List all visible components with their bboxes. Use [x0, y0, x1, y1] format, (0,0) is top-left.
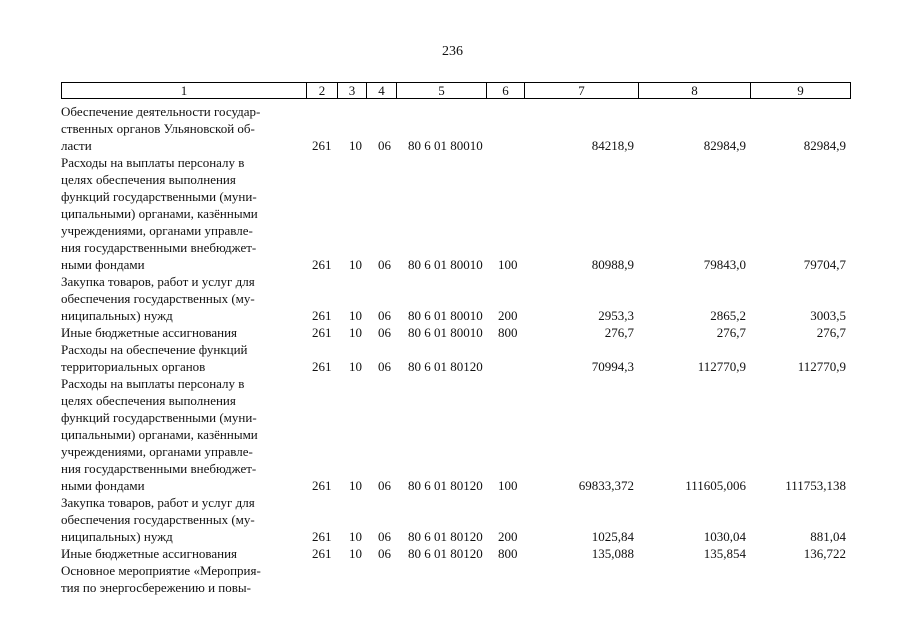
cell-amount-col7: 135,088 — [591, 546, 634, 561]
row-values — [61, 137, 851, 154]
row-values — [61, 477, 851, 494]
cell-amount-col9: 79704,7 — [803, 257, 846, 272]
cell-subsection: 06 — [378, 359, 391, 374]
page-number: 236 — [442, 44, 463, 59]
cell-subsection: 06 — [378, 529, 391, 544]
row-description: Обеспечение деятельности государ- ственных органов Ульяновской об- ласти — [61, 104, 261, 153]
cell-amount-col7: 276,7 — [604, 325, 634, 340]
column-header-3: 3 — [338, 83, 367, 99]
column-header-2: 2 — [307, 83, 338, 99]
column-header-9: 9 — [751, 83, 851, 99]
cell-amount-col8: 82984,9 — [703, 138, 746, 153]
cell-expense-type: 800 — [498, 325, 518, 340]
cell-amount-col9: 136,722 — [803, 546, 846, 561]
column-header-8: 8 — [639, 83, 751, 99]
table-row — [61, 324, 851, 341]
cell-expense-type: 100 — [498, 478, 518, 493]
cell-ministry: 261 — [312, 529, 332, 544]
cell-target-article: 80 6 01 80010 — [408, 257, 483, 272]
row-description: Расходы на выплаты персоналу в целях обеспечения выполнения функций государственными (муни- ципальными) органами, казёнными учреждениями, органами управле- ния государственными внебюджет- ными фондами — [61, 155, 258, 272]
cell-amount-col7: 70994,3 — [591, 359, 634, 374]
cell-amount-col7: 1025,84 — [591, 529, 634, 544]
row-description: Расходы на обеспечение функций территориальных органов — [61, 342, 248, 374]
cell-ministry: 261 — [312, 359, 332, 374]
cell-ministry: 261 — [312, 138, 332, 153]
cell-section: 10 — [349, 325, 362, 340]
cell-amount-col7: 80988,9 — [591, 257, 634, 272]
cell-amount-col7: 84218,9 — [591, 138, 634, 153]
table-row — [61, 154, 851, 273]
cell-target-article: 80 6 01 80120 — [408, 529, 483, 544]
cell-amount-col9: 276,7 — [816, 325, 846, 340]
cell-target-article: 80 6 01 80120 — [408, 546, 483, 561]
cell-section: 10 — [349, 546, 362, 561]
cell-section: 10 — [349, 359, 362, 374]
cell-amount-col8: 112770,9 — [697, 359, 746, 374]
row-values — [61, 324, 851, 341]
cell-amount-col9: 3003,5 — [810, 308, 846, 323]
row-description: Закупка товаров, работ и услуг для обеспечения государственных (му- ниципальных) нужд — [61, 495, 255, 544]
cell-ministry: 261 — [312, 308, 332, 323]
cell-amount-col9: 111753,138 — [785, 478, 846, 493]
row-description: Основное мероприятие «Мероприя- тия по энергосбережению и повы- — [61, 563, 261, 595]
cell-ministry: 261 — [312, 257, 332, 272]
row-description: Расходы на выплаты персоналу в целях обеспечения выполнения функций государственными (муни- ципальными) органами, казёнными учреждениями, органами управле- ния государственными внебюджет- ными фондами — [61, 376, 258, 493]
column-header-6: 6 — [487, 83, 525, 99]
column-header-7: 7 — [525, 83, 639, 99]
cell-section: 10 — [349, 478, 362, 493]
table-row — [61, 273, 851, 324]
cell-ministry: 261 — [312, 478, 332, 493]
cell-target-article: 80 6 01 80010 — [408, 138, 483, 153]
cell-ministry: 261 — [312, 546, 332, 561]
column-header-4: 4 — [367, 83, 397, 99]
table-row — [61, 375, 851, 494]
row-values — [61, 545, 851, 562]
cell-amount-col7: 2953,3 — [598, 308, 634, 323]
cell-ministry: 261 — [312, 325, 332, 340]
cell-amount-col9: 881,04 — [810, 529, 846, 544]
table-body — [61, 103, 851, 596]
cell-expense-type: 200 — [498, 529, 518, 544]
cell-target-article: 80 6 01 80010 — [408, 325, 483, 340]
cell-section: 10 — [349, 257, 362, 272]
column-header-5: 5 — [397, 83, 487, 99]
cell-amount-col8: 276,7 — [716, 325, 746, 340]
cell-subsection: 06 — [378, 138, 391, 153]
table-row — [61, 545, 851, 562]
row-values — [61, 358, 851, 375]
row-description: Иные бюджетные ассигнования — [61, 325, 238, 340]
cell-subsection: 06 — [378, 308, 391, 323]
cell-section: 10 — [349, 529, 362, 544]
row-description: Закупка товаров, работ и услуг для обеспечения государственных (му- ниципальных) нужд — [61, 274, 255, 323]
table-row — [61, 562, 851, 596]
cell-expense-type: 800 — [498, 546, 518, 561]
cell-amount-col9: 112770,9 — [797, 359, 846, 374]
cell-section: 10 — [349, 308, 362, 323]
cell-target-article: 80 6 01 80010 — [408, 308, 483, 323]
cell-subsection: 06 — [378, 478, 391, 493]
row-values — [61, 528, 851, 545]
cell-expense-type: 200 — [498, 308, 518, 323]
cell-amount-col7: 69833,372 — [578, 478, 634, 493]
cell-amount-col8: 111605,006 — [685, 478, 746, 493]
cell-expense-type: 100 — [498, 257, 518, 272]
cell-subsection: 06 — [378, 325, 391, 340]
cell-section: 10 — [349, 138, 362, 153]
cell-amount-col8: 135,854 — [703, 546, 746, 561]
table-row — [61, 494, 851, 545]
cell-target-article: 80 6 01 80120 — [408, 359, 483, 374]
column-header-table — [61, 82, 851, 99]
cell-subsection: 06 — [378, 546, 391, 561]
cell-subsection: 06 — [378, 257, 391, 272]
cell-amount-col9: 82984,9 — [803, 138, 846, 153]
table-row — [61, 341, 851, 375]
cell-amount-col8: 1030,04 — [703, 529, 746, 544]
cell-target-article: 80 6 01 80120 — [408, 478, 483, 493]
cell-amount-col8: 79843,0 — [703, 257, 746, 272]
cell-amount-col8: 2865,2 — [710, 308, 746, 323]
row-description: Иные бюджетные ассигнования — [61, 546, 238, 561]
table-row — [61, 103, 851, 154]
column-header-1: 1 — [62, 83, 307, 99]
row-values — [61, 256, 851, 273]
row-values — [61, 307, 851, 324]
